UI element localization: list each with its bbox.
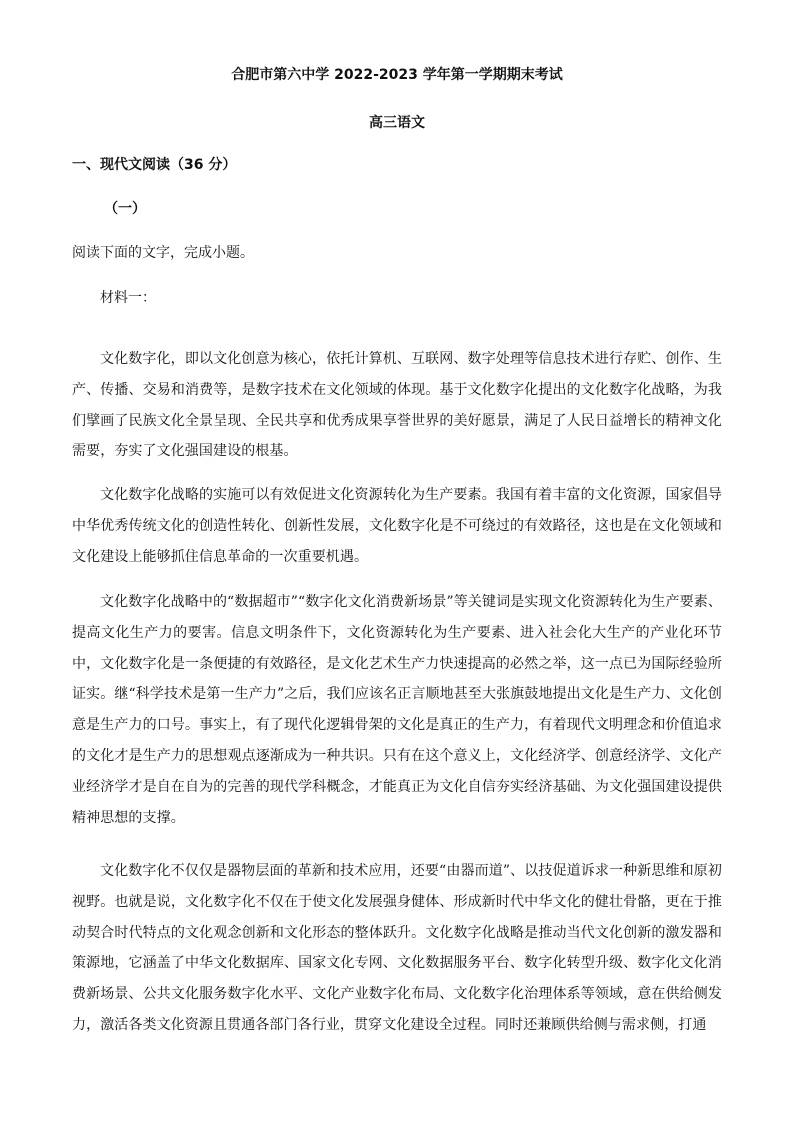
- material-label: 材料一：: [100, 290, 156, 306]
- paragraph-4: 文化数字化不仅仅是器物层面的革新和技术应用，还要“由器而道”、以技促道诉求一种新思维和原初视野。也就是说，文化数字化不仅在于使文化发展强身健体、形成新时代中华文化的健壮骨骼，更在于推动契合时代特点的文化观念创新和文化形态的整体跃升。文化数字化战略是推动当代文化创新的激发器和策源地，它涵盖了中华文化数据库、国家文化专网、文化数据服务平台、数字化转型升级、数字化文化消费新场景、公共文化服务数字化水平、文化产业数字化布局、文化数字化治理体系等领域，意在供给侧发力，激活各类文化资源且贯通各部门各行业，贯穿文化建设全过程。同时还兼顾供给侧与需求侧，打通: [72, 863, 722, 1033]
- paragraph-2: 文化数字化战略的实施可以有效促进文化资源转化为生产要素。我国有着丰富的文化资源，国家倡导中华优秀传统文化的创造性转化、创新性发展，文化数字化是不可绕过的有效路径，这也是在文化领域和文化建设上能够抓住信息革命的一次重要机遇。: [72, 487, 722, 565]
- paragraph-1: 文化数字化，即以文化创意为核心，依托计算机、互联网、数字处理等信息技术进行存贮、创作、生产、传播、交易和消费等，是数字技术在文化领域的体现。基于文化数字化提出的文化数字化战略，为我们擘画了民族文化全景呈现、全民共享和优秀成果享誉世界的美好愿景，满足了人民日益增长的精神文化需要，夯实了文化强国建设的根基。: [72, 351, 722, 460]
- section-heading: 一、现代文阅读（36 分）: [72, 157, 237, 173]
- paragraph-3: 文化数字化战略中的“数据超市”“数字化文化消费新场景”等关键词是实现文化资源转化为生产要素、提高文化生产力的要害。信息文明条件下，文化资源转化为生产要素、进入社会化大生产的产业化环节中，文化数字化是一条便捷的有效路径，是文化艺术生产力快速提高的必然之举，这一点已为国际经验所证实。继“科学技术是第一生产力”之后，我们应该名正言顺地甚至大张旗鼓地提出文化是生产力、文化创意是生产力的口号。事实上，有了现代化逻辑骨架的文化是真正的生产力，有着现代文明理念和价值追求的文化才是生产力的思想观点逐渐成为一种共识。只有在这个意义上，文化经济学、创意经济学、文化产业经济学才是自在自为的完善的现代学科概念，才能真正为文化自信夯实经济基础、为文化强国建设提供精神思想的支撑。: [72, 594, 722, 826]
- reading-instruction: 阅读下面的文字，完成小题。: [72, 245, 254, 261]
- part-heading: （一）: [104, 201, 146, 217]
- exam-subject: 高三语文: [369, 115, 425, 131]
- exam-title: 合肥市第六中学 2022-2023 学年第一学期期末考试: [231, 67, 563, 83]
